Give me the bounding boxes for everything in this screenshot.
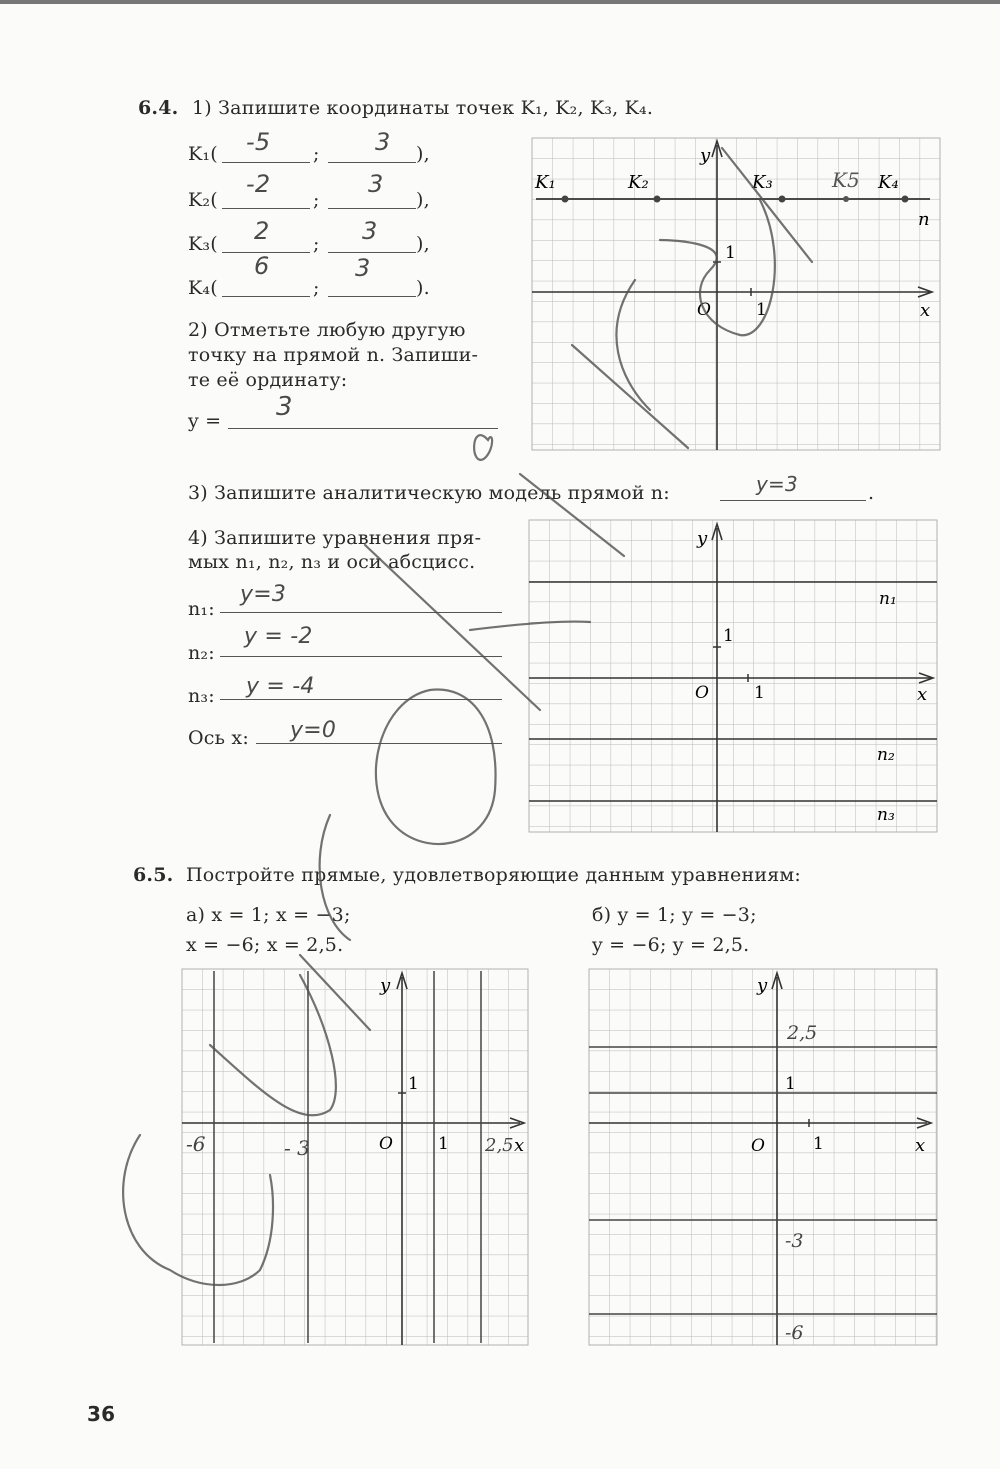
g3-plus25: 2,5	[485, 1135, 514, 1156]
k4-x-answer: 6	[254, 252, 270, 280]
g1-k2: K₂	[628, 172, 649, 193]
k4-end: ).	[416, 277, 430, 299]
k2-x-answer: -2	[246, 170, 271, 198]
g4-plus25: 2,5	[787, 1022, 818, 1044]
n3-answer: y = -4	[246, 674, 315, 699]
g4-y-label: y	[757, 975, 768, 996]
k4-y-answer: 3	[355, 254, 371, 282]
g1-n-label: n	[918, 209, 930, 230]
part-b-line1: б) y = 1; y = −3;	[592, 904, 757, 926]
g4-x-label: x	[915, 1135, 926, 1156]
k3-label: K₃(	[188, 233, 218, 255]
k2-sep: ;	[313, 189, 320, 211]
g3-x-label: x	[514, 1135, 525, 1156]
ordinate-answer: 3	[276, 392, 293, 422]
page-number: 36	[87, 1402, 116, 1426]
x-axis-label: Ось x:	[188, 727, 249, 749]
n1-answer: y=3	[240, 582, 287, 607]
g3-origin: O	[379, 1134, 393, 1154]
model-answer: y=3	[756, 472, 798, 496]
g1-y-label: y	[700, 145, 711, 166]
g2-one-x: 1	[754, 683, 765, 703]
question-2-line3: те её ординату:	[188, 369, 348, 391]
k2-y-answer: 3	[368, 170, 384, 198]
question-1-text: 1) Запишите координаты точек K₁, K₂, K₃, K₄.	[192, 97, 654, 119]
question-2-line2: точку на прямой n. Запиши-	[188, 344, 479, 366]
g3-one-x: 1	[438, 1134, 449, 1154]
question-2-line1: 2) Отметьте любую другую	[188, 319, 466, 341]
question-4-line2: мых n₁, n₂, n₃ и оси абсцисс.	[188, 551, 476, 573]
k1-x-answer: -5	[246, 128, 271, 156]
k2-end: ),	[416, 189, 430, 211]
k1-y-answer: 3	[375, 128, 391, 156]
g1-k4: K₄	[878, 172, 899, 193]
n2-label: n₂:	[188, 642, 215, 664]
g4-minus6: -6	[785, 1322, 804, 1344]
k4-sep: ;	[313, 277, 320, 299]
part-b-line2: y = −6; y = 2,5.	[592, 934, 750, 956]
x-axis-answer: y=0	[290, 718, 337, 743]
g1-k5-handwritten: K5	[832, 168, 860, 192]
g1-k1: K₁	[535, 172, 556, 193]
g1-x-label: x	[920, 300, 931, 321]
k3-x-answer: 2	[254, 217, 270, 245]
g2-one-y: 1	[723, 626, 734, 646]
g2-n1: n₁	[879, 589, 897, 609]
g3-y-label: y	[380, 975, 391, 996]
k3-y-answer: 3	[362, 217, 378, 245]
g4-one-y: 1	[785, 1074, 796, 1094]
k3-end: ),	[416, 233, 430, 255]
k1-sep: ;	[313, 143, 320, 165]
g2-origin: O	[695, 683, 709, 703]
g3-minus6: -6	[186, 1132, 206, 1156]
g2-n2: n₂	[877, 745, 895, 765]
question-3-text: 3) Запишите аналитическую модель прямой n:	[188, 482, 670, 504]
exercise-6-4-number: 6.4.	[138, 97, 179, 119]
part-a-line2: x = −6; x = 2,5.	[186, 934, 344, 956]
k1-end: ),	[416, 143, 430, 165]
g3-minus3: - 3	[284, 1136, 310, 1160]
k3-sep: ;	[313, 233, 320, 255]
g2-y-label: y	[697, 528, 708, 549]
g4-origin: O	[751, 1136, 765, 1156]
k2-label: K₂(	[188, 189, 218, 211]
part-a-line1: а) x = 1; x = −3;	[186, 904, 351, 926]
exercise-6-5-title: Постройте прямые, удовлетворяющие данным уравнениям:	[186, 864, 801, 886]
g1-one-x: 1	[756, 300, 767, 320]
g4-one-x: 1	[813, 1134, 824, 1154]
n1-label: n₁:	[188, 598, 215, 620]
g2-x-label: x	[917, 684, 928, 705]
exercise-6-5-number: 6.5.	[133, 864, 174, 886]
g1-one-y: 1	[725, 243, 736, 263]
g4-minus3: -3	[785, 1230, 804, 1252]
question-4-line1: 4) Запишите уравнения пря-	[188, 527, 482, 549]
k4-label: K₄(	[188, 277, 218, 299]
n2-answer: y = -2	[244, 624, 313, 649]
g1-origin: O	[697, 300, 711, 320]
n3-label: n₃:	[188, 685, 215, 707]
g2-n3: n₃	[877, 805, 895, 825]
ordinate-label: y =	[188, 410, 222, 432]
k1-label: K₁(	[188, 143, 218, 165]
g1-k3: K₃	[752, 172, 773, 193]
g3-one-y: 1	[408, 1074, 419, 1094]
model-end: .	[868, 482, 875, 504]
